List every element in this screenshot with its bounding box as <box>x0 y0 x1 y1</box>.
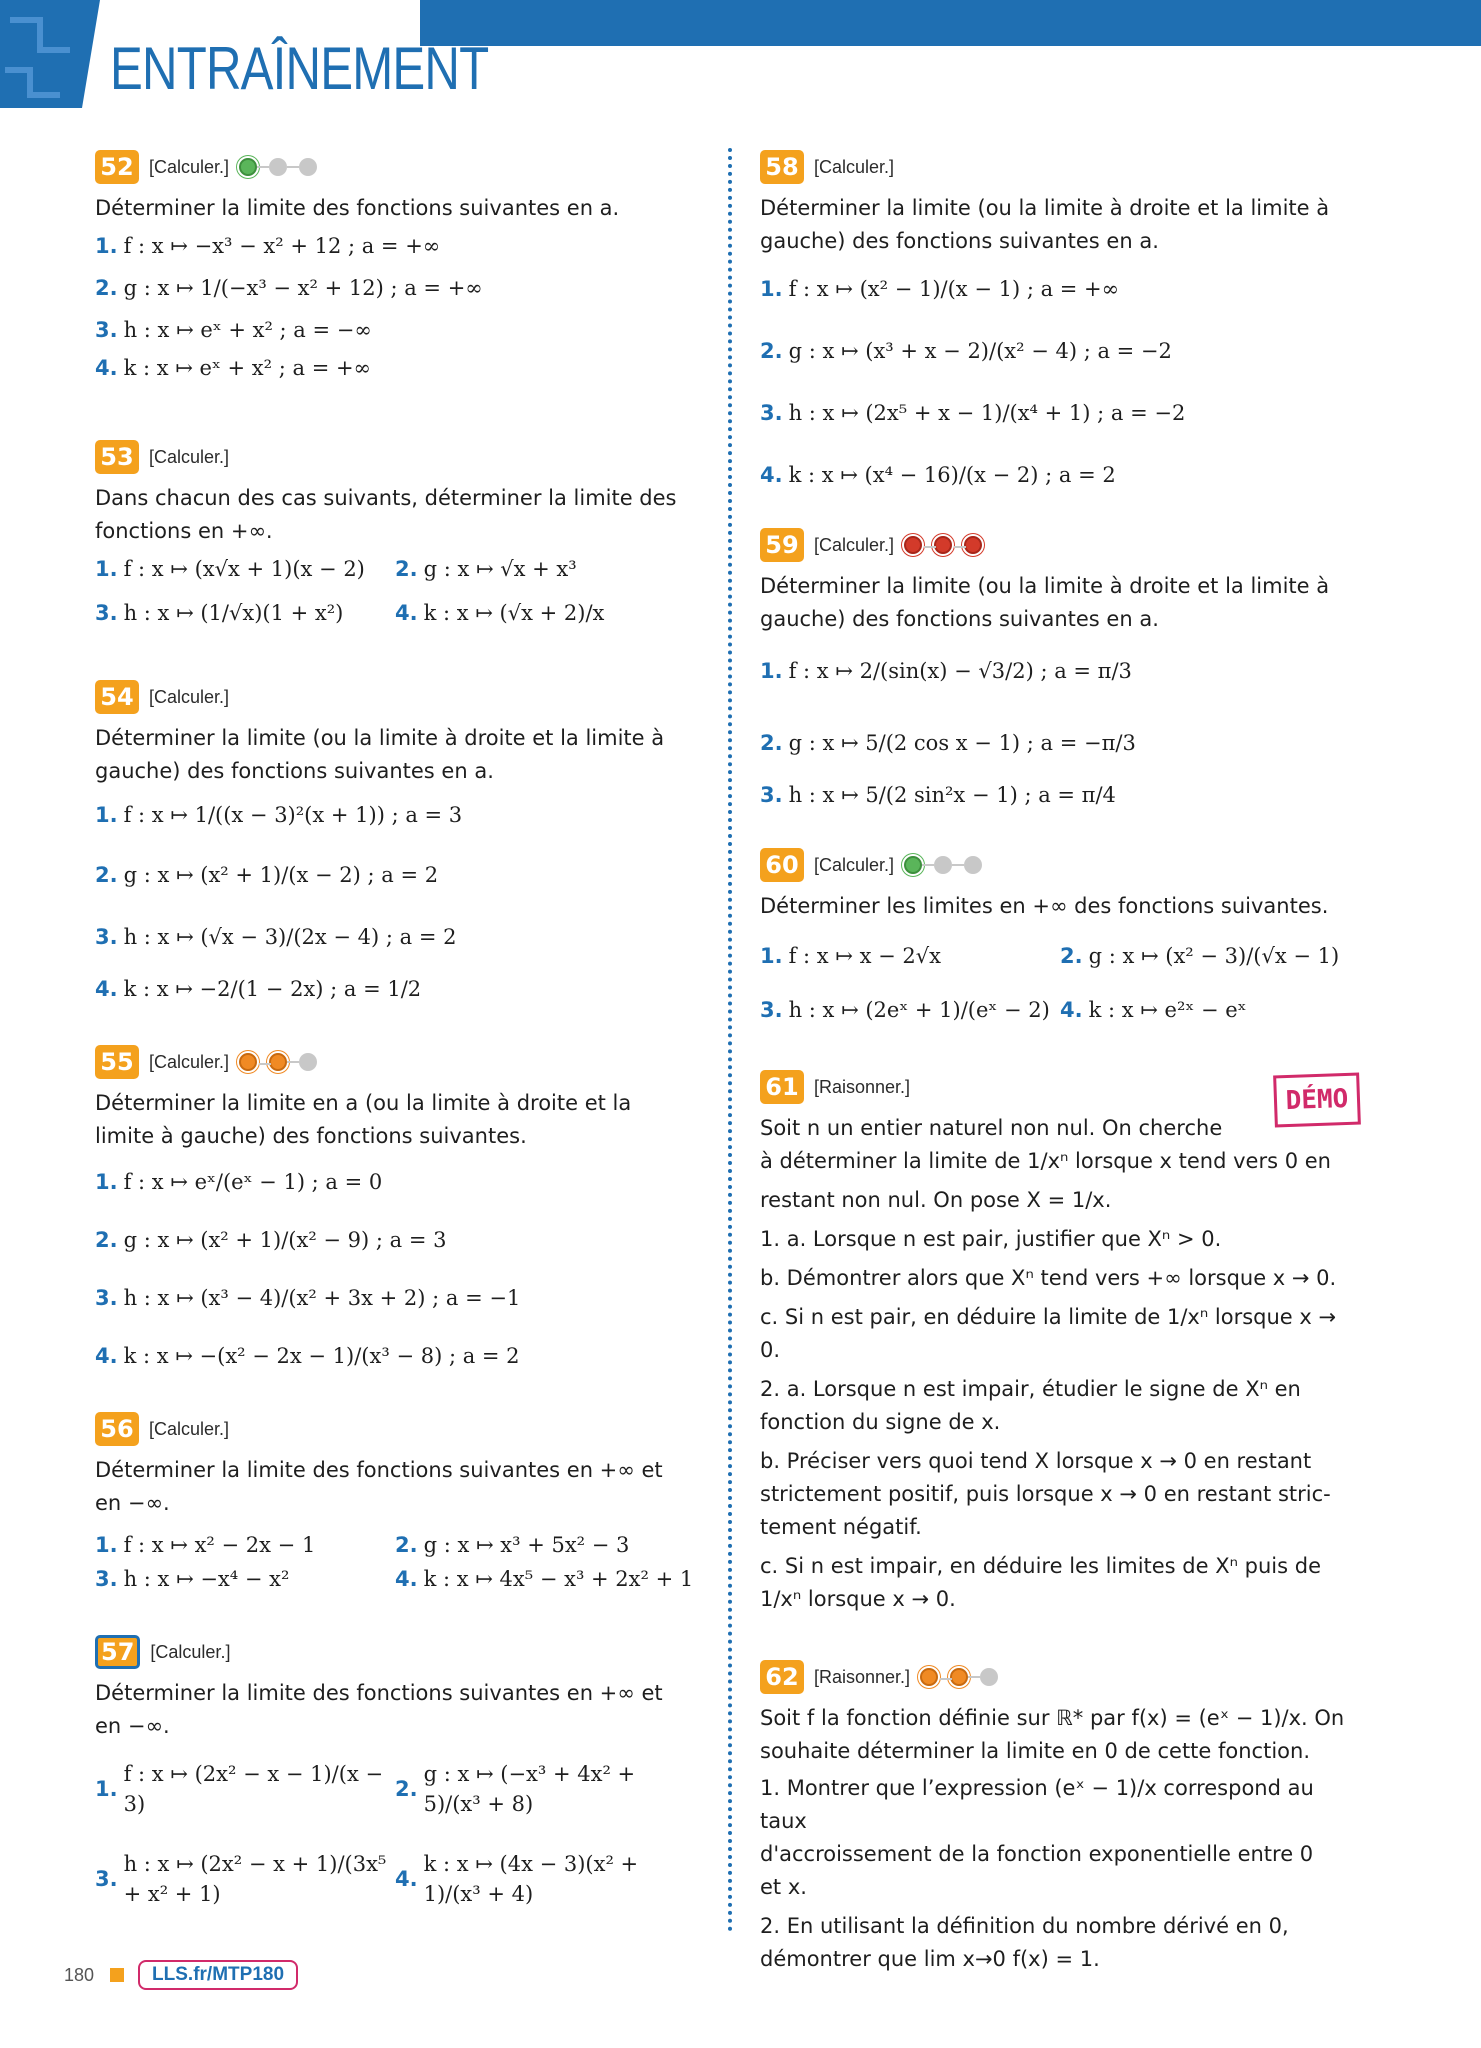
exercise-tag: [Calculer.] <box>149 1418 230 1439</box>
item-number: 1. <box>95 1533 118 1557</box>
difficulty-dot-active-icon <box>239 1053 257 1071</box>
item-number: 2. <box>395 557 418 581</box>
exercise-tag: [Calculer.] <box>149 446 230 467</box>
difficulty-dot-icon <box>934 856 952 874</box>
item-number: 2. <box>95 276 118 300</box>
text-line: 1. Montrer que l’expression (eˣ − 1)/x correspond au taux <box>760 1776 1314 1833</box>
text-line: à déterminer la limite de 1/xⁿ lorsque x tend vers 0 en <box>760 1149 1331 1173</box>
exercise-number: 61 <box>760 1070 804 1104</box>
item-number: 4. <box>395 1867 418 1891</box>
exercise-number: 52 <box>95 150 139 184</box>
item-expression: g : x ↦ (x² + 1)/(x − 2) ; a = 2 <box>123 863 439 887</box>
difficulty-dot-icon <box>299 1053 317 1071</box>
item-expression: g : x ↦ √x + x³ <box>423 557 577 581</box>
exercise-52 <box>95 150 685 383</box>
item-number: 2. <box>95 1228 118 1252</box>
text-line: b. Démontrer alors que Xⁿ tend vers +∞ lorsque x → 0. <box>760 1266 1337 1290</box>
exercise-item <box>95 1759 395 1819</box>
exercise-60 <box>760 848 1360 1025</box>
exercise-55 <box>95 1045 685 1371</box>
item-expression: f : x ↦ 2/(sin(x) − √3/2) ; a = π/3 <box>788 659 1132 683</box>
difficulty-indicator <box>904 856 982 874</box>
text-line: 2. En utilisant la définition du nombre dérivé en 0, <box>760 1914 1289 1938</box>
exercise-number: 60 <box>760 848 804 882</box>
text-line: c. Si n est impair, en déduire les limites de Xⁿ puis de <box>760 1554 1321 1578</box>
item-number: 2. <box>95 863 118 887</box>
item-number: 3. <box>760 401 783 425</box>
item-expression: h : x ↦ eˣ + x² ; a = −∞ <box>123 318 372 342</box>
difficulty-dot-active-icon <box>920 1668 938 1686</box>
exercise-item <box>95 1564 395 1594</box>
item-number: 1. <box>760 944 783 968</box>
square-icon <box>110 1968 124 1982</box>
item-number: 2. <box>1060 944 1083 968</box>
difficulty-indicator <box>239 158 317 176</box>
exercise-item <box>395 554 695 584</box>
exercise-statement: Déterminer la limite des fonctions suivantes en +∞ et en −∞. <box>95 1458 663 1515</box>
page-footer <box>64 1960 298 1990</box>
item-expression: h : x ↦ −x⁴ − x² <box>123 1567 290 1591</box>
item-expression: f : x ↦ 1/((x − 3)²(x + 1)) ; a = 3 <box>123 803 463 827</box>
item-number: 2. <box>395 1533 418 1557</box>
item-expression: h : x ↦ (√x − 3)/(2x − 4) ; a = 2 <box>123 925 457 949</box>
exercise-item <box>760 941 1060 971</box>
demo-badge: DÉMO <box>1273 1073 1361 1128</box>
exercise-item <box>95 231 685 261</box>
exercise-item <box>760 398 1360 428</box>
difficulty-indicator <box>239 1053 317 1071</box>
item-expression: g : x ↦ (x² − 3)/(√x − 1) <box>1088 944 1340 968</box>
exercise-paragraph <box>760 1112 1360 1616</box>
exercise-number: 53 <box>95 440 139 474</box>
exercise-item <box>395 1849 695 1909</box>
exercise-item <box>95 353 685 383</box>
item-number: 3. <box>95 1867 118 1891</box>
exercise-item <box>395 1759 695 1819</box>
exercise-item <box>95 1167 685 1197</box>
item-expression: g : x ↦ 5/(2 cos x − 1) ; a = −π/3 <box>788 731 1136 755</box>
exercise-item <box>95 273 685 303</box>
exercise-56 <box>95 1412 694 1594</box>
item-number: 1. <box>95 803 118 827</box>
item-number: 3. <box>95 925 118 949</box>
item-expression: k : x ↦ eˣ + x² ; a = +∞ <box>123 356 372 380</box>
item-number: 1. <box>95 1170 118 1194</box>
item-number: 3. <box>95 1567 118 1591</box>
exercise-item <box>395 598 695 628</box>
exercise-tag: [Calculer.] <box>149 686 230 707</box>
exercise-59 <box>760 528 1360 810</box>
exercise-paragraph <box>760 1702 1360 1976</box>
exercise-tag: [Calculer.] <box>149 1051 230 1072</box>
exercise-tag: [Raisonner.] <box>814 1666 911 1687</box>
item-expression: h : x ↦ (2eˣ + 1)/(eˣ − 2) <box>788 998 1050 1022</box>
item-expression: g : x ↦ (x³ + x − 2)/(x² − 4) ; a = −2 <box>788 339 1172 363</box>
difficulty-dot-active-icon <box>934 536 952 554</box>
text-line: restant non nul. On pose X = 1/x. <box>760 1188 1112 1212</box>
item-expression: f : x ↦ (x√x + 1)(x − 2) <box>123 557 365 581</box>
exercise-item <box>95 1225 685 1255</box>
exercise-tag: [Calculer.] <box>149 156 230 177</box>
text-line: b. Préciser vers quoi tend X lorsque x → 0 en restant <box>760 1449 1312 1473</box>
exercise-item <box>95 315 685 345</box>
item-number: 4. <box>395 601 418 625</box>
exercise-item <box>95 800 685 830</box>
exercise-statement: Déterminer la limite des fonctions suivantes en a. <box>95 196 620 220</box>
exercise-statement: Déterminer la limite en a (ou la limite à droite et la limite à gauche) des fonctions suivantes. <box>95 1091 632 1148</box>
item-number: 1. <box>95 1777 118 1801</box>
item-number: 2. <box>760 731 783 755</box>
item-expression: k : x ↦ 4x⁵ − x³ + 2x² + 1 <box>423 1567 694 1591</box>
exercise-54 <box>95 680 685 1004</box>
exercise-53 <box>95 440 685 628</box>
exercise-item <box>760 460 1360 490</box>
item-expression: g : x ↦ x³ + 5x² − 3 <box>423 1533 630 1557</box>
item-number: 1. <box>760 277 783 301</box>
text-line: strictement positif, puis lorsque x → 0 en restant stric- <box>760 1482 1331 1506</box>
item-number: 4. <box>95 1344 118 1368</box>
item-expression: k : x ↦ (4x − 3)(x² + 1)/(x³ + 4) <box>423 1852 639 1906</box>
difficulty-indicator <box>904 536 982 554</box>
item-expression: f : x ↦ (x² − 1)/(x − 1) ; a = +∞ <box>788 277 1120 301</box>
item-expression: f : x ↦ eˣ/(eˣ − 1) ; a = 0 <box>123 1170 383 1194</box>
text-line: Soit f la fonction définie sur ℝ* par f(x) = (eˣ − 1)/x. On <box>760 1706 1345 1730</box>
difficulty-dot-active-icon <box>239 158 257 176</box>
difficulty-indicator <box>920 1668 998 1686</box>
item-number: 3. <box>760 783 783 807</box>
difficulty-dot-active-icon <box>964 536 982 554</box>
exercise-item <box>760 728 1360 758</box>
item-expression: g : x ↦ (−x³ + 4x² + 5)/(x³ + 8) <box>423 1762 636 1816</box>
exercise-58 <box>760 150 1360 490</box>
page-number: 180 <box>64 1964 95 1985</box>
exercise-statement: Déterminer la limite (ou la limite à droite et la limite à gauche) des fonctions suivantes en a. <box>95 726 665 783</box>
exercise-62 <box>760 1660 1360 1976</box>
item-expression: k : x ↦ (√x + 2)/x <box>423 601 605 625</box>
corner-decoration <box>0 0 100 108</box>
resource-link[interactable]: LLS.fr/MTP180 <box>138 1960 298 1990</box>
exercise-item <box>1060 941 1360 971</box>
item-expression: h : x ↦ (x³ − 4)/(x² + 3x + 2) ; a = −1 <box>123 1286 521 1310</box>
exercise-statement: Déterminer la limite (ou la limite à droite et la limite à gauche) des fonctions suivantes en a. <box>760 196 1330 253</box>
exercise-item <box>760 274 1360 304</box>
exercise-item <box>95 860 685 890</box>
item-expression: k : x ↦ −(x² − 2x − 1)/(x³ − 8) ; a = 2 <box>123 1344 520 1368</box>
text-line: démontrer que lim x→0 f(x) = 1. <box>760 1947 1100 1971</box>
item-expression: f : x ↦ −x³ − x² + 12 ; a = +∞ <box>123 234 441 258</box>
exercise-number: 62 <box>760 1660 804 1694</box>
exercise-item <box>95 1341 685 1371</box>
exercise-number: 54 <box>95 680 139 714</box>
exercise-statement: Déterminer les limites en +∞ des fonctions suivantes. <box>760 894 1329 918</box>
exercise-57 <box>95 1635 685 1909</box>
exercise-tag: [Calculer.] <box>150 1641 231 1662</box>
item-number: 1. <box>95 234 118 258</box>
text-line: et x. <box>760 1875 807 1899</box>
exercise-item <box>760 780 1360 810</box>
top-banner <box>420 0 1481 46</box>
exercise-statement: Déterminer la limite (ou la limite à droite et la limite à gauche) des fonctions suivantes en a. <box>760 574 1330 631</box>
column-divider <box>728 148 732 1933</box>
text-line: d'accroissement de la fonction exponentielle entre 0 <box>760 1842 1314 1866</box>
text-line: 1. a. Lorsque n est pair, justifier que Xⁿ > 0. <box>760 1227 1222 1251</box>
item-number: 4. <box>760 463 783 487</box>
exercise-item <box>95 974 685 1004</box>
item-number: 2. <box>395 1777 418 1801</box>
difficulty-dot-active-icon <box>269 1053 287 1071</box>
item-expression: h : x ↦ (1/√x)(1 + x²) <box>123 601 344 625</box>
item-number: 1. <box>760 659 783 683</box>
exercise-tag: [Calculer.] <box>814 156 895 177</box>
exercise-item <box>760 336 1360 366</box>
exercise-item <box>760 995 1060 1025</box>
exercise-number: 57 <box>95 1635 140 1669</box>
item-expression: k : x ↦ −2/(1 − 2x) ; a = 1/2 <box>123 977 422 1001</box>
text-line: fonction du signe de x. <box>760 1410 1001 1434</box>
exercise-item <box>95 1849 395 1909</box>
exercise-statement: Déterminer la limite des fonctions suivantes en +∞ et en −∞. <box>95 1681 663 1738</box>
exercise-item <box>395 1564 695 1594</box>
exercise-item <box>95 1283 685 1313</box>
item-number: 4. <box>395 1567 418 1591</box>
exercise-item <box>1060 995 1360 1025</box>
item-expression: k : x ↦ (x⁴ − 16)/(x − 2) ; a = 2 <box>788 463 1116 487</box>
exercise-item <box>95 598 395 628</box>
text-line: 2. a. Lorsque n est impair, étudier le signe de Xⁿ en <box>760 1377 1301 1401</box>
item-expression: g : x ↦ (x² + 1)/(x² − 9) ; a = 3 <box>123 1228 447 1252</box>
difficulty-dot-icon <box>964 856 982 874</box>
item-number: 1. <box>95 557 118 581</box>
exercise-tag: [Raisonner.] <box>814 1076 911 1097</box>
item-expression: h : x ↦ (2x² − x + 1)/(3x⁵ + x² + 1) <box>123 1852 387 1906</box>
item-number: 4. <box>1060 998 1083 1022</box>
text-line: Soit n un entier naturel non nul. On cherche <box>760 1116 1223 1140</box>
item-expression: f : x ↦ (2x² − x − 1)/(x − 3) <box>123 1762 384 1816</box>
exercise-tag: [Calculer.] <box>814 534 895 555</box>
text-line: souhaite déterminer la limite en 0 de cette fonction. <box>760 1739 1310 1763</box>
item-number: 3. <box>95 1286 118 1310</box>
item-expression: f : x ↦ x − 2√x <box>788 944 941 968</box>
exercise-item <box>395 1530 695 1560</box>
item-number: 4. <box>95 977 118 1001</box>
exercise-61 <box>760 1070 1360 1616</box>
exercise-number: 58 <box>760 150 804 184</box>
item-expression: k : x ↦ e²ˣ − eˣ <box>1088 998 1247 1022</box>
item-number: 3. <box>95 318 118 342</box>
exercise-item <box>760 656 1360 686</box>
item-expression: f : x ↦ x² − 2x − 1 <box>123 1533 316 1557</box>
exercise-tag: [Calculer.] <box>814 854 895 875</box>
text-line: tement négatif. <box>760 1515 922 1539</box>
exercise-item <box>95 554 395 584</box>
item-number: 3. <box>760 998 783 1022</box>
text-line: 1/xⁿ lorsque x → 0. <box>760 1587 956 1611</box>
item-number: 2. <box>760 339 783 363</box>
exercise-number: 56 <box>95 1412 139 1446</box>
exercise-item <box>95 922 685 952</box>
exercise-statement: Dans chacun des cas suivants, déterminer la limite des fonctions en +∞. <box>95 486 677 543</box>
item-number: 4. <box>95 356 118 380</box>
text-line: c. Si n est pair, en déduire la limite de 1/xⁿ lorsque x → 0. <box>760 1305 1337 1362</box>
exercise-number: 55 <box>95 1045 139 1079</box>
exercise-item <box>95 1530 395 1560</box>
page-title: ENTRAÎNEMENT <box>110 35 489 102</box>
difficulty-dot-icon <box>269 158 287 176</box>
item-expression: h : x ↦ 5/(2 sin²x − 1) ; a = π/4 <box>788 783 1116 807</box>
item-expression: h : x ↦ (2x⁵ + x − 1)/(x⁴ + 1) ; a = −2 <box>788 401 1186 425</box>
difficulty-dot-active-icon <box>950 1668 968 1686</box>
item-number: 3. <box>95 601 118 625</box>
difficulty-dot-icon <box>980 1668 998 1686</box>
exercise-number: 59 <box>760 528 804 562</box>
difficulty-dot-active-icon <box>904 856 922 874</box>
difficulty-dot-icon <box>299 158 317 176</box>
item-expression: g : x ↦ 1/(−x³ − x² + 12) ; a = +∞ <box>123 276 483 300</box>
difficulty-dot-active-icon <box>904 536 922 554</box>
